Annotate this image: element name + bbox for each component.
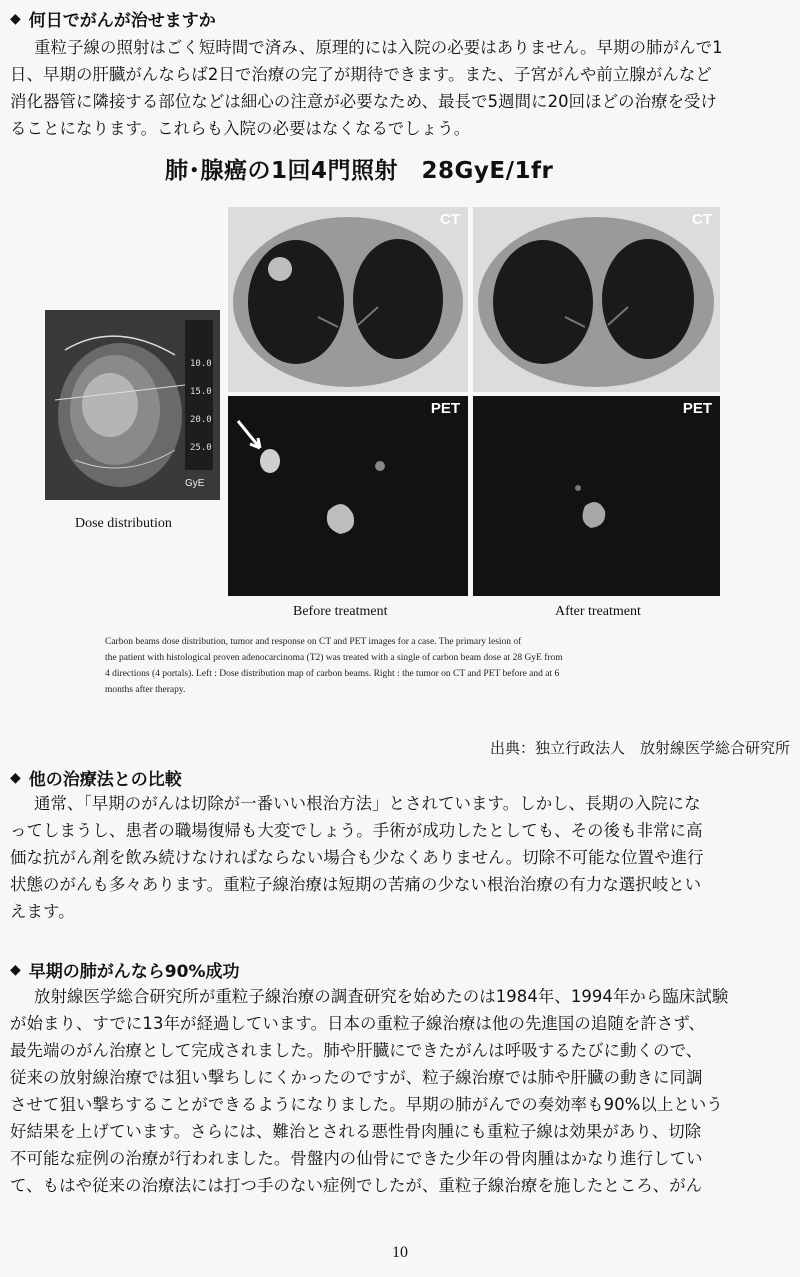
paragraph-line: 好結果を上げています。さらには、難治とされる悪性骨肉腫にも重粒子線は効果があり、切除 (10, 1122, 702, 1141)
section-heading-text: 早期の肺がんなら90%成功 (28, 962, 240, 982)
section-paragraph-treatment-days (10, 34, 790, 142)
pet-after-image (473, 396, 720, 596)
figure-caption-line: Carbon beams dose distribution, tumor and response on CT and PET images for a case. The primary lesion of (105, 637, 522, 647)
paragraph-line: ってしまうし、患者の職場復帰も大変でしょう。手術が成功したとしても、その後も非常に高 (10, 821, 703, 840)
paragraph-line: ることになります。これらも入院の必要はなくなるでしょう。 (10, 119, 471, 138)
dose-distribution-caption: Dose distribution (75, 516, 172, 531)
diamond-bullet-icon: ◆ (10, 769, 21, 786)
dose-scale-value: 10.0 (190, 359, 212, 369)
section-heading-text: 何日でがんが治せますか (28, 11, 216, 31)
paragraph-line: 最先端のがん治療として完成されました。肺や肝臓にできたがんは呼吸するたびに動くので、 (10, 1041, 703, 1060)
page-number: 10 (392, 1244, 408, 1261)
figure-caption-line: months after therapy. (105, 685, 186, 695)
paragraph-line: が始まり、すでに13年が経過しています。日本の重粒子線治療は他の先進国の追随を許さず、 (10, 1014, 706, 1033)
after-treatment-caption: After treatment (555, 604, 641, 619)
paragraph-line: させて狙い撃ちすることができるようになりました。早期の肺がんでの奏効率も90%以上という (10, 1095, 723, 1114)
dose-scale (190, 350, 218, 462)
figure-caption-line: 4 directions (4 portals). Left : Dose distribution map of carbon beams. Right : the tumor on CT and PET before and at 6 (105, 669, 560, 679)
dose-scale-unit: GyE (185, 478, 205, 489)
ct-before-image (228, 207, 468, 392)
dose-scale-value: 15.0 (190, 387, 212, 397)
paragraph-line: て、もはや従来の治療法には打つ手のない症例でしたが、重粒子線治療を施したところ、がん (10, 1176, 703, 1195)
pet-label: PET (682, 400, 712, 417)
section-heading-text: 他の治療法との比較 (28, 770, 182, 790)
paragraph-line: 放射線医学総合研究所が重粒子線治療の調査研究を始めたのは1984年、1994年から臨床試験 (34, 987, 729, 1006)
paragraph-line: 日、早期の肝臓がんならば2日で治療の完了が期待できます。また、子宮がんや前立腺がんなど (10, 65, 712, 84)
paragraph-line: 通常、「早期のがんは切除が一番いい根治方法」とされています。しかし、長期の入院にな (34, 794, 701, 813)
figure-title: 肺･腺癌の1回4門照射 28GyE/1fr (165, 158, 554, 184)
source-citation: 出典：独立行政法人 放射線医学総合研究所 (489, 739, 790, 757)
ct-label: CT (440, 211, 460, 228)
paragraph-line: 不可能な症例の治療が行われました。骨盤内の仙骨にできた少年の骨肉腫はかなり進行してい (10, 1149, 703, 1168)
section-heading-lung-cancer (10, 957, 239, 982)
ct-after-image (473, 207, 720, 392)
dose-scale-value: 25.0 (190, 443, 212, 453)
paragraph-line: 状態のがんも多々あります。重粒子線治療は短期の苦痛の少ない根治治療の有力な選択岐とい (10, 875, 702, 894)
diamond-bullet-icon: ◆ (10, 10, 21, 27)
paragraph-line: 価な抗がん剤を飲み続けなければならない場合も少なくありません。切除不可能な位置や進行 (10, 848, 704, 867)
figure-caption (105, 634, 705, 698)
figure-caption-line: the patient with histological proven adenocarcinoma (T2) was treated with a single of carbon beam dose at 28 GyE from (105, 653, 563, 663)
paragraph-line: 従来の放射線治療では狙い撃ちしにくかったのですが、粒子線治療では肺や肝臓の動きに同調 (10, 1068, 703, 1087)
before-treatment-caption: Before treatment (293, 604, 388, 619)
section-heading-treatment-days (10, 6, 216, 31)
dose-scale-value: 20.0 (190, 415, 212, 425)
paragraph-line: 重粒子線の照射はごく短時間で済み、原理的には入院の必要はありません。早期の肺がんで1 (34, 38, 723, 57)
pet-before-image (228, 396, 468, 596)
paragraph-line: えます。 (10, 902, 75, 921)
diamond-bullet-icon: ◆ (10, 961, 21, 978)
dose-distribution-image (45, 310, 220, 500)
pet-label: PET (430, 400, 460, 417)
section-paragraph-lung-cancer (10, 983, 790, 1199)
ct-label: CT (692, 211, 712, 228)
section-heading-comparison (10, 765, 182, 790)
paragraph-line: 消化器管に隣接する部位などは細心の注意が必要なため、最長で5週間に20回ほどの治療を受け (10, 92, 718, 111)
section-paragraph-comparison (10, 790, 790, 925)
